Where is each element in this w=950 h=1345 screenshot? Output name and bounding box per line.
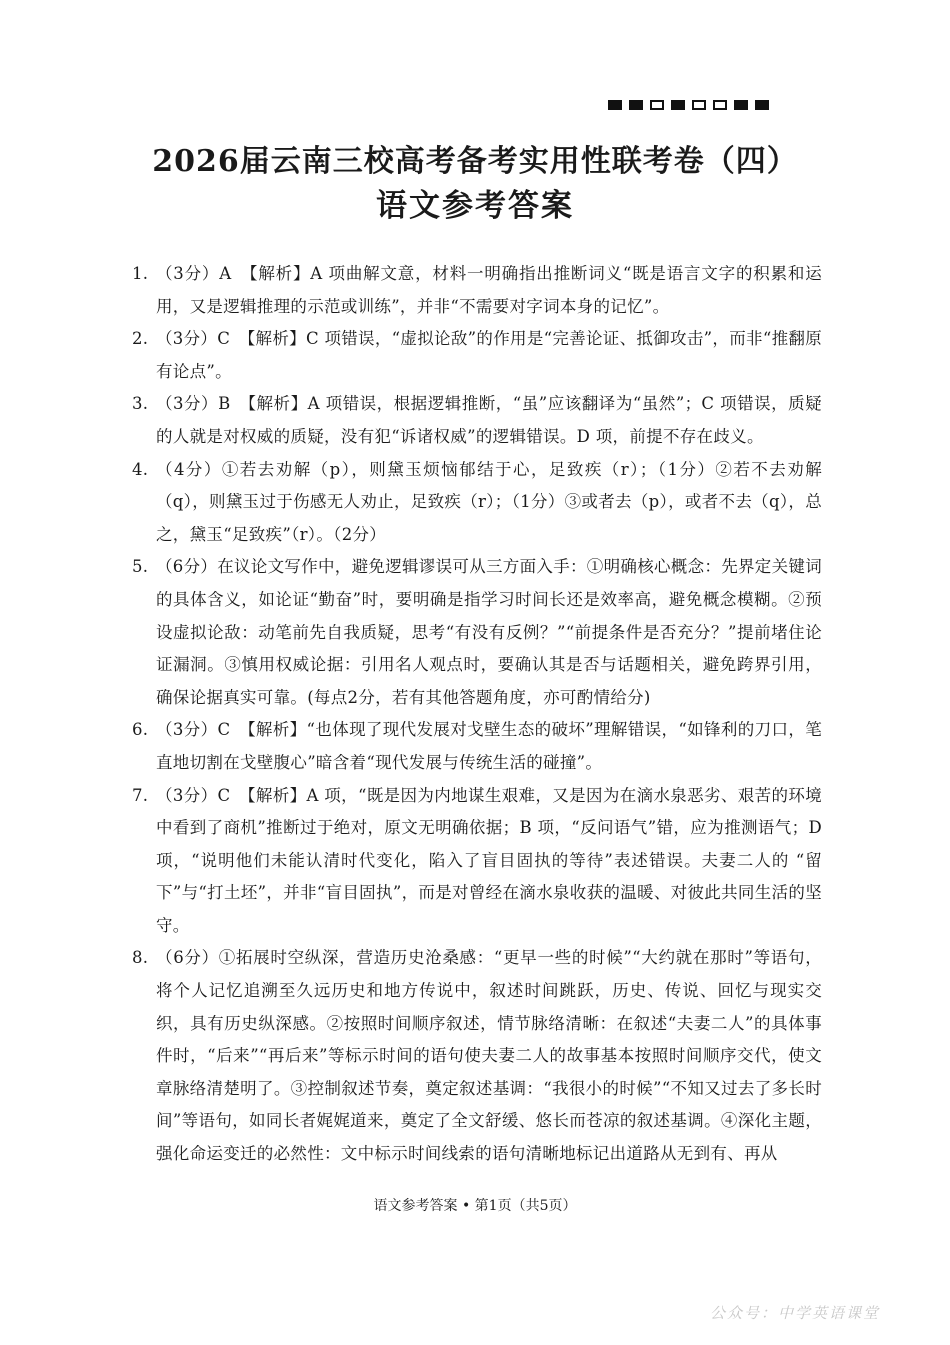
answer-list (132, 258, 822, 1171)
filled-square-icon (671, 100, 685, 110)
answer-item (132, 942, 822, 1170)
answer-text: （3分）A 【解析】A 项曲解文意，材料一明确指出推断词义“既是语言文字的积累和运用，又是逻辑推理的示范或训练”，并非“不需要对字词本身的记忆”。 (156, 264, 822, 316)
filled-square-icon (608, 100, 622, 110)
answer-number: 1. (132, 264, 149, 283)
answer-number: 2. (132, 329, 149, 349)
answer-number: 5. (132, 557, 149, 577)
answer-item (132, 780, 822, 943)
filled-square-icon (734, 100, 748, 110)
answer-item (132, 454, 822, 552)
answer-text: （3分）C 【解析】“也体现了现代发展对戈壁生态的破坏”理解错误，“如锋利的刀口，笔直地切割在戈壁腹心”暗含着“现代发展与传统生活的碰撞”。 (156, 720, 822, 772)
answer-number: 4. (132, 459, 149, 479)
empty-square-icon (713, 100, 727, 110)
filled-square-icon (755, 100, 769, 110)
exam-code-marks (608, 100, 769, 110)
answer-number: 8. (132, 948, 149, 968)
answer-item (132, 388, 822, 453)
answer-number: 7. (132, 785, 149, 805)
answer-text: （3分）C 【解析】A 项，“既是因为内地谋生艰难，又是因为在滴水泉恶劣、艰苦的环境中看到了商机”推断过于绝对，原文无明确依据；B 项，“反问语气”错，应为推测语气；D 项，“说明他们未能认清时代变化，陷入了盲目固执的等待”表述错误。夫妻二人的 “留下”与“打土坯”，并非“盲目固执”，而是对曾经在滴水泉收获的温暖、对彼此共同生活的坚守。 (156, 785, 822, 935)
watermark: 公众号：中学英语课堂 (709, 1304, 880, 1322)
answer-number: 6. (132, 720, 149, 740)
answer-item (132, 551, 822, 714)
exam-subtitle: 语文参考答案 (376, 188, 574, 224)
answer-item (132, 323, 822, 388)
filled-square-icon (629, 100, 643, 110)
answer-item (132, 258, 822, 323)
empty-square-icon (692, 100, 706, 110)
answer-item (132, 714, 822, 779)
answer-text: （6分）在议论文写作中，避免逻辑谬误可从三方面入手：①明确核心概念：先界定关键词的具体含义，如论证“勤奋”时，要明确是指学习时间长还是效率高，避免概念模糊。②预设虚拟论敌：动笔前先自我质疑，思考“有没有反例？”“前提条件是否充分？”提前堵住论证漏洞。③慎用权威论据：引用名人观点时，要确认其是否与话题相关，避免跨界引用，确保论据真实可靠。(每点2分，若有其他答题角度，亦可酌情给分) (156, 557, 822, 707)
answer-text: （3分）B 【解析】A 项错误，根据逻辑推断，“虽”应该翻译为“虽然”；C 项错误，质疑的人就是对权威的质疑，没有犯“诉诸权威”的逻辑错误。D 项，前提不存在歧义。 (156, 394, 822, 446)
empty-square-icon (650, 100, 664, 110)
answer-text: （3分）C 【解析】C 项错误，“虚拟论敌”的作用是“完善论证、抵御攻击”，而非“推翻原有论点”。 (156, 329, 822, 381)
answer-number: 3. (132, 394, 149, 414)
answer-text: （4分）①若去劝解（p），则黛玉烦恼郁结于心，足致疾（r）；（1分）②若不去劝解（q），则黛玉过于伤感无人劝止，足致疾（r）；（1分）③或者去（p），或者不去（q），总之，黛玉“足致疾”（r）。（2分） (156, 459, 822, 544)
exam-title: 2026届云南三校高考备考实用性联考卷（四） (152, 144, 798, 179)
answer-text: （6分）①拓展时空纵深，营造历史沧桑感：“更早一些的时候”“大约就在那时”等语句，将个人记忆追溯至久远历史和地方传说中，叙述时间跳跃，历史、传说、回忆与现实交织，具有历史纵深感。②按照时间顺序叙述，情节脉络清晰：在叙述“夫妻二人”的具体事件时，“后来”“再后来”等标示时间的语句使夫妻二人的故事基本按照时间顺序交代，使文章脉络清楚明了。③控制叙述节奏，奠定叙述基调：“我很小的时候”“不知又过去了多长时间”等语句，如同长者娓娓道来，奠定了全文舒缓、悠长而苍凉的叙述基调。④深化主题，强化命运变迁的必然性：文中标示时间线索的语句清晰地标记出道路从无到有、再从 (156, 948, 822, 1164)
page-footer: 语文参考答案 • 第1页（共5页） (373, 1198, 577, 1214)
